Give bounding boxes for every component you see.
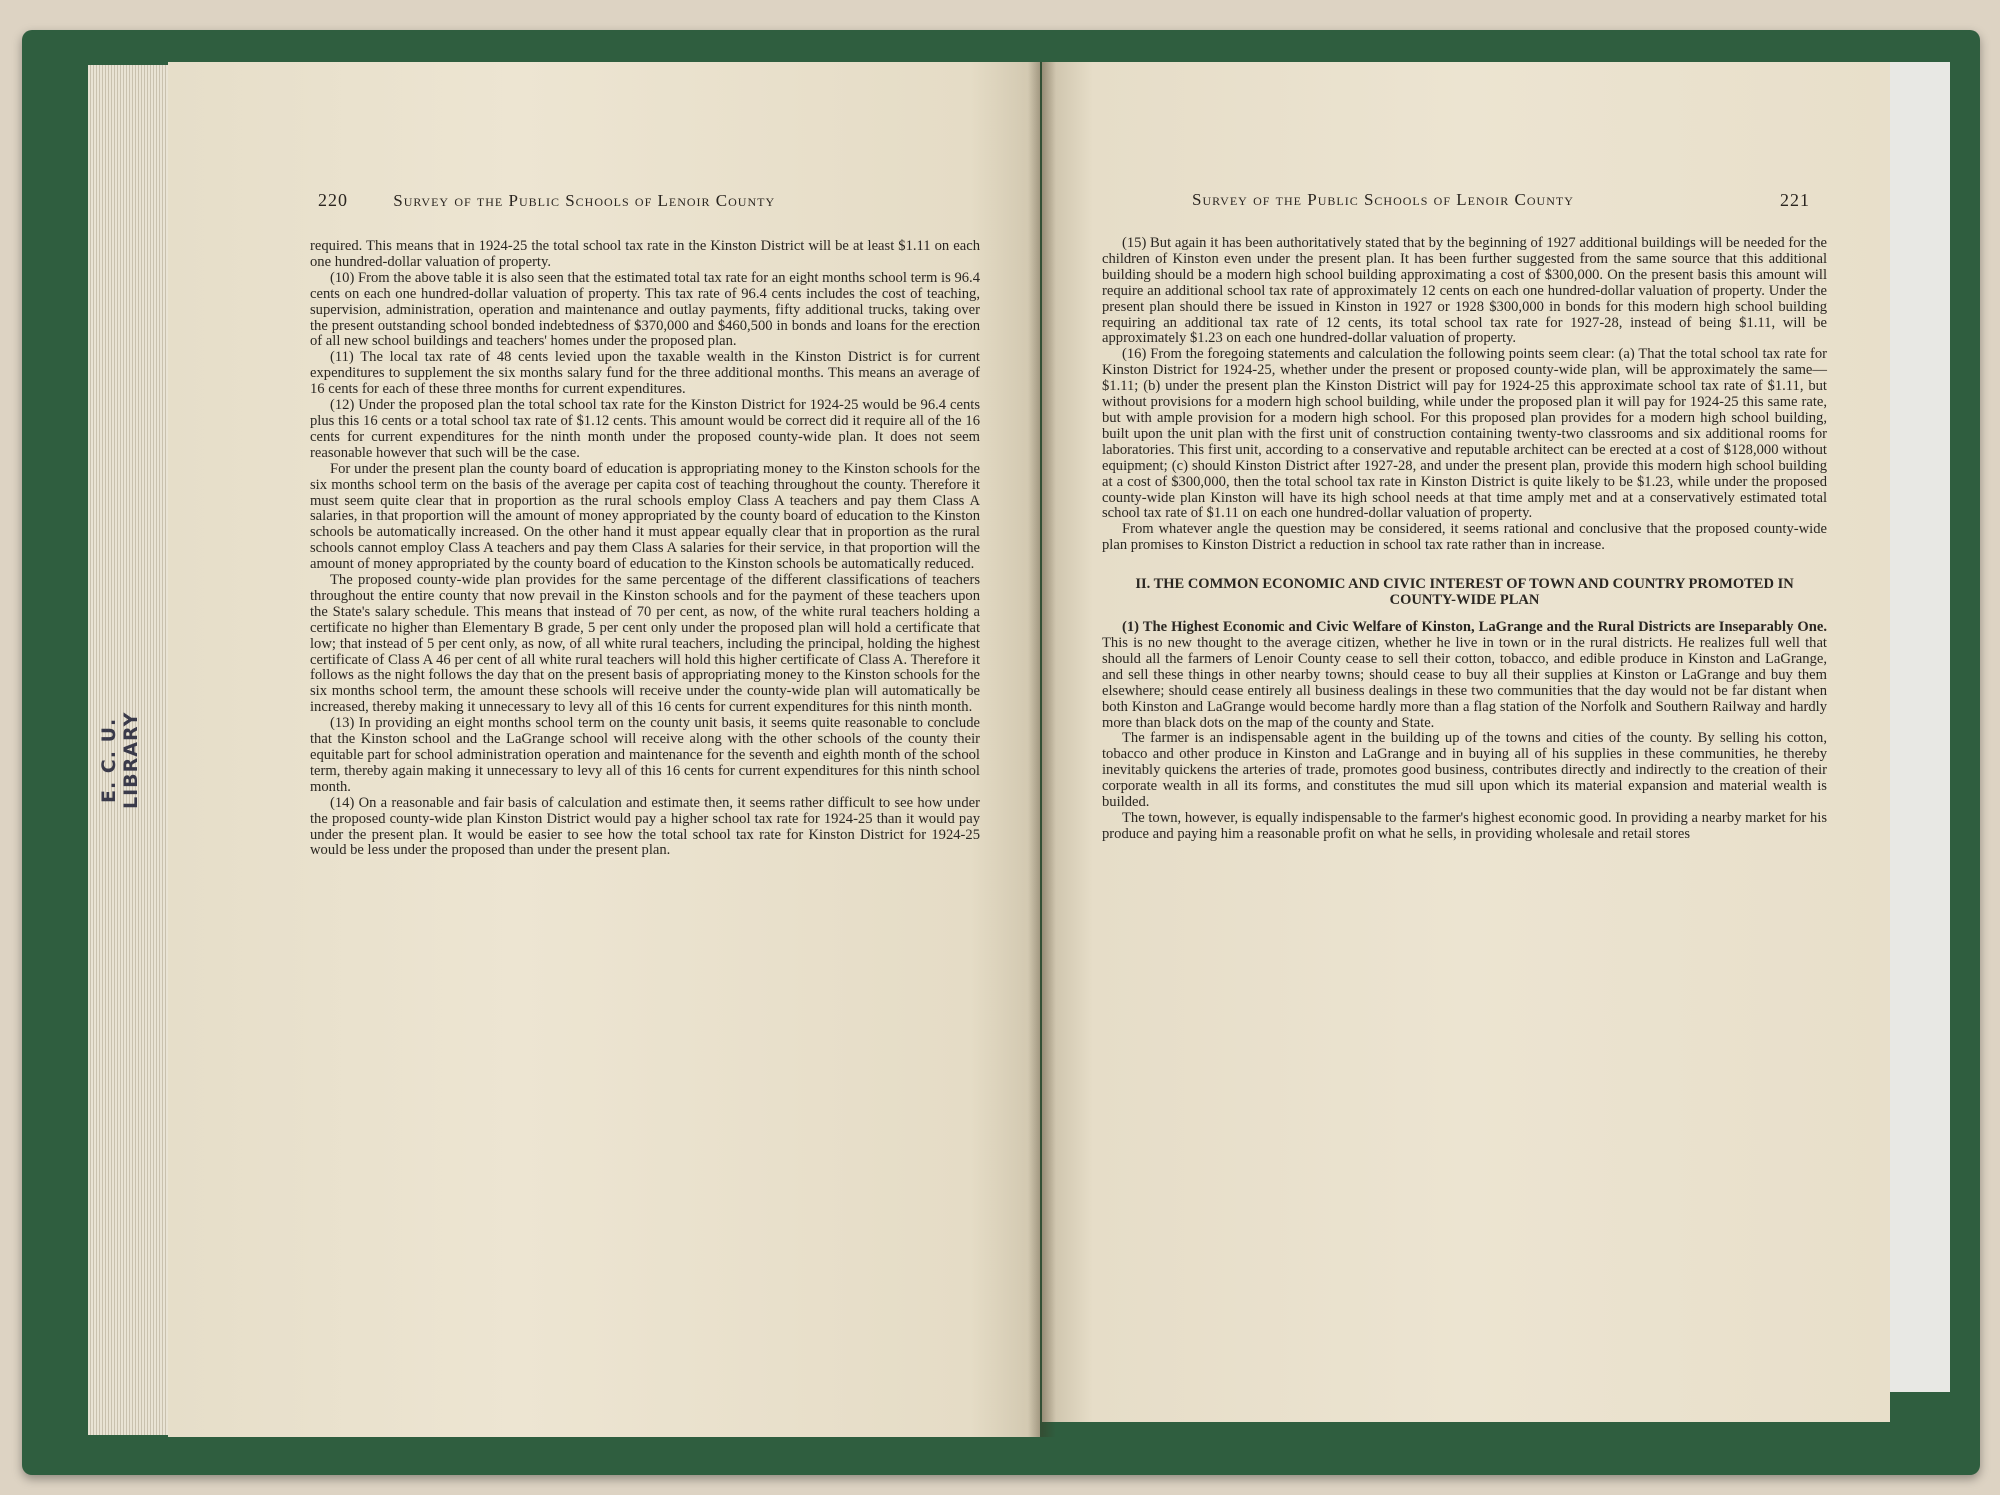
- subsection-text: This is no new thought to the average citizen, whether he live in town or in the rural districts. He realizes full well that should all the farmers of Lenoir County cease to sell their cotton, tobacco, and edible produce in Kinston and LaGrange, and sell these things in other nearby towns; should cease to buy all their supplies at Kinston or LaGrange and buy them elsewhere; should cease entirely all business dealings in these two communities that the day would not be far distant when both Kinston and LaGrange would become hardly more than a flag station of the Norfolk and Southern Railway and hardly more than black dots on the map of the county and State.: [1102, 635, 1827, 731]
- left-running-head: Survey of the Public Schools of Lenoir County: [393, 191, 776, 210]
- paragraph: (11) The local tax rate of 48 cents levied upon the taxable wealth in the Kinston District is for current expenditures to supplement the six months salary fund for the three additional months. This means an average of 16 cents for each of these three months for current expenditures.: [310, 349, 980, 398]
- left-page-number: 220: [318, 190, 348, 210]
- paragraph: (14) On a reasonable and fair basis of calculation and estimate then, it seems rather difficult to see how under the proposed county-wide plan Kinston District would pay a higher school tax rate for 1924-25 than it would pay under the present plan. It would be easier to see how the total school tax rate for Kinston District for 1924-25 would be less under the proposed than under the present plan.: [310, 794, 980, 859]
- paragraph: (13) In providing an eight months school term on the county unit basis, it seems quite reasonable to conclude that the Kinston school and the LaGrange school will receive along with the other schools of the county their equitable part for school administration operation and maintenance for the seventh and eighth month of the school term, thereby again making it unnecessary to levy all of this 16 cents for current expenditures for this ninth school month.: [310, 715, 980, 795]
- right-running-header: [1192, 190, 1810, 211]
- right-page-number: 221: [1780, 190, 1810, 210]
- paragraph: The farmer is an indispensable agent in the building up of the towns and cities of the county. By selling his cotton, tobacco and other produce in Kinston and LaGrange and in buying all of his supplies in these communities, he thereby inevitably quickens the arteries of trade, promotes good business, contributes directly and indirectly to the creation of their corporate wealth in all its forms, and constitutes the mud sill upon which its material expansion and material wealth is builded.: [1102, 730, 1827, 811]
- paragraph: The town, however, is equally indispensable to the farmer's highest economic good. In providing a nearby market for his produce and paying him a reasonable profit on what he sells, in providing wholesale and retail stores: [1102, 810, 1827, 842]
- left-body-text: [310, 239, 980, 859]
- paragraph: For under the present plan the county board of education is appropriating money to the Kinston schools for the six months school term on the basis of the average per capita cost of teaching throughout the county. Therefore it must seem quite clear that in proportion as the rural schools employ Class A teachers and pay them Class A salaries, in that proportion will the amount of money appropriated by the county board of education to the Kinston schools be automatically increased. On the other hand it must appear equally clear that in proportion as the rural schools cannot employ Class A teachers and pay them Class A salaries for their service, in that proportion will the amount of money appropriated by the county board of education to the Kinston schools be automatically reduced.: [310, 460, 980, 573]
- left-page: [168, 62, 1040, 1437]
- subsection-paragraph: [1102, 620, 1827, 731]
- paragraph: (16) From the foregoing statements and calculation the following points seem clear: (a) That the total school tax rate for Kinston District for 1924-25, whether under the present or proposed county-wide plan, will be approximately the same—$1.11; (b) under the present plan the Kinston District will pay for 1924-25 this approximate school tax rate of $1.11, but without provisions for a modern high school building, while under the proposed plan it will pay for 1924-25 this same rate, but with ample provision for a modern high school. For this proposed plan provides for a modern high school building, built upon the unit plan with the first unit of construction containing twenty-two classrooms and six additional rooms for laboratories. This first unit, according to a conservative and reputable architect can be erected at a cost of $128,000 without equipment; (c) should Kinston District after 1927-28, and under the present plan, provide this modern high school building at a cost of $300,000, then the total school tax rate in Kinston District is quite likely to be $1.23, while under the proposed county-wide plan Kinston will have its high school needs at that time amply met and at a conservatively estimated total school tax rate of $1.11 on each one hundred-dollar valuation of property.: [1102, 346, 1827, 522]
- cover-endpaper: [1890, 62, 1950, 1392]
- paragraph: required. This means that in 1924-25 the total school tax rate in the Kinston District will be at least $1.11 on each one hundred-dollar valuation of property.: [310, 238, 980, 270]
- library-stamp: E. C. U. LIBRARY: [98, 711, 142, 809]
- book-gutter: [1028, 62, 1056, 1437]
- left-running-header: [318, 190, 978, 211]
- paragraph: From whatever angle the question may be considered, it seems rational and conclusive that the proposed county-wide plan promises to Kinston District a reduction in school tax rate rather than in increase.: [1102, 521, 1827, 554]
- paragraph: (10) From the above table it is also seen that the estimated total tax rate for an eight months school term is 96.4 cents on each one hundred-dollar valuation of property. This tax rate of 96.4 cents includes the cost of teaching, supervision, administration, operation and maintenance and outlay payments, fifty additional trucks, taking over the present outstanding school bonded indebtedness of $370,000 and $460,500 in bonds and loans for the erection of all new school buildings and teachers' homes under the proposed plan.: [310, 269, 980, 350]
- paragraph: (15) But again it has been authoritatively stated that by the beginning of 1927 additional buildings will be needed for the children of Kinston even under the present plan. It has been further suggested from the same source that this additional building should be a modern high school building approximating a cost of $300,000. On the present basis this amount will require an additional school tax rate of approximately 12 cents on each one hundred-dollar valuation of property. Under the present plan should there be issued in Kinston in 1927 or 1928 $300,000 in bonds for this modern high school building requiring an additional tax rate of 12 cents, its total school tax rate for 1927-28, instead of being $1.11, will be approximately $1.23 on each one hundred-dollar valuation of property.: [1102, 235, 1827, 347]
- right-running-head: Survey of the Public Schools of Lenoir County: [1192, 190, 1574, 209]
- right-body-text: [1102, 236, 1827, 843]
- paragraph: (12) Under the proposed plan the total school tax rate for the Kinston District for 1924-25 would be 96.4 cents plus this 16 cents or a total school tax rate of $1.12 cents. This amount would be correct did it require all of the 16 cents for current expenditures for the ninth month under the proposed county-wide plan. It does not seem reasonable however that such will be the case.: [310, 397, 980, 461]
- right-page: [1042, 62, 1890, 1422]
- section-heading: II. THE COMMON ECONOMIC AND CIVIC INTEREST OF TOWN AND COUNTRY PROMOTED IN COUNTY-WIDE PLAN: [1135, 576, 1794, 609]
- paragraph: The proposed county-wide plan provides for the same percentage of the different classifications of teachers throughout the entire county that now prevail in the Kinston schools and for the payment of these teachers upon the State's salary schedule. This means that instead of 70 per cent, as now, of the white rural teachers holding a certificate no higher than Elementary B grade, 5 per cent only under the proposed plan will hold a certificate that low; that instead of 5 per cent only, as now, of all white rural teachers, including the principal, holding the highest certificate of Class A 46 per cent of all white rural teachers will hold this higher certificate of Class A. Therefore it follows as the night follows the day that on the present basis of appropriating money to the Kinston schools for the six months school term, the amount these schools will receive under the county-wide plan will automatically be increased, thereby making it unnecessary to levy all of this 16 cents for current expenditures for this ninth month.: [310, 572, 980, 716]
- subsection-heading: (1) The Highest Economic and Civic Welfare of Kinston, LaGrange and the Rural Districts are Inseparably One.: [1122, 619, 1827, 636]
